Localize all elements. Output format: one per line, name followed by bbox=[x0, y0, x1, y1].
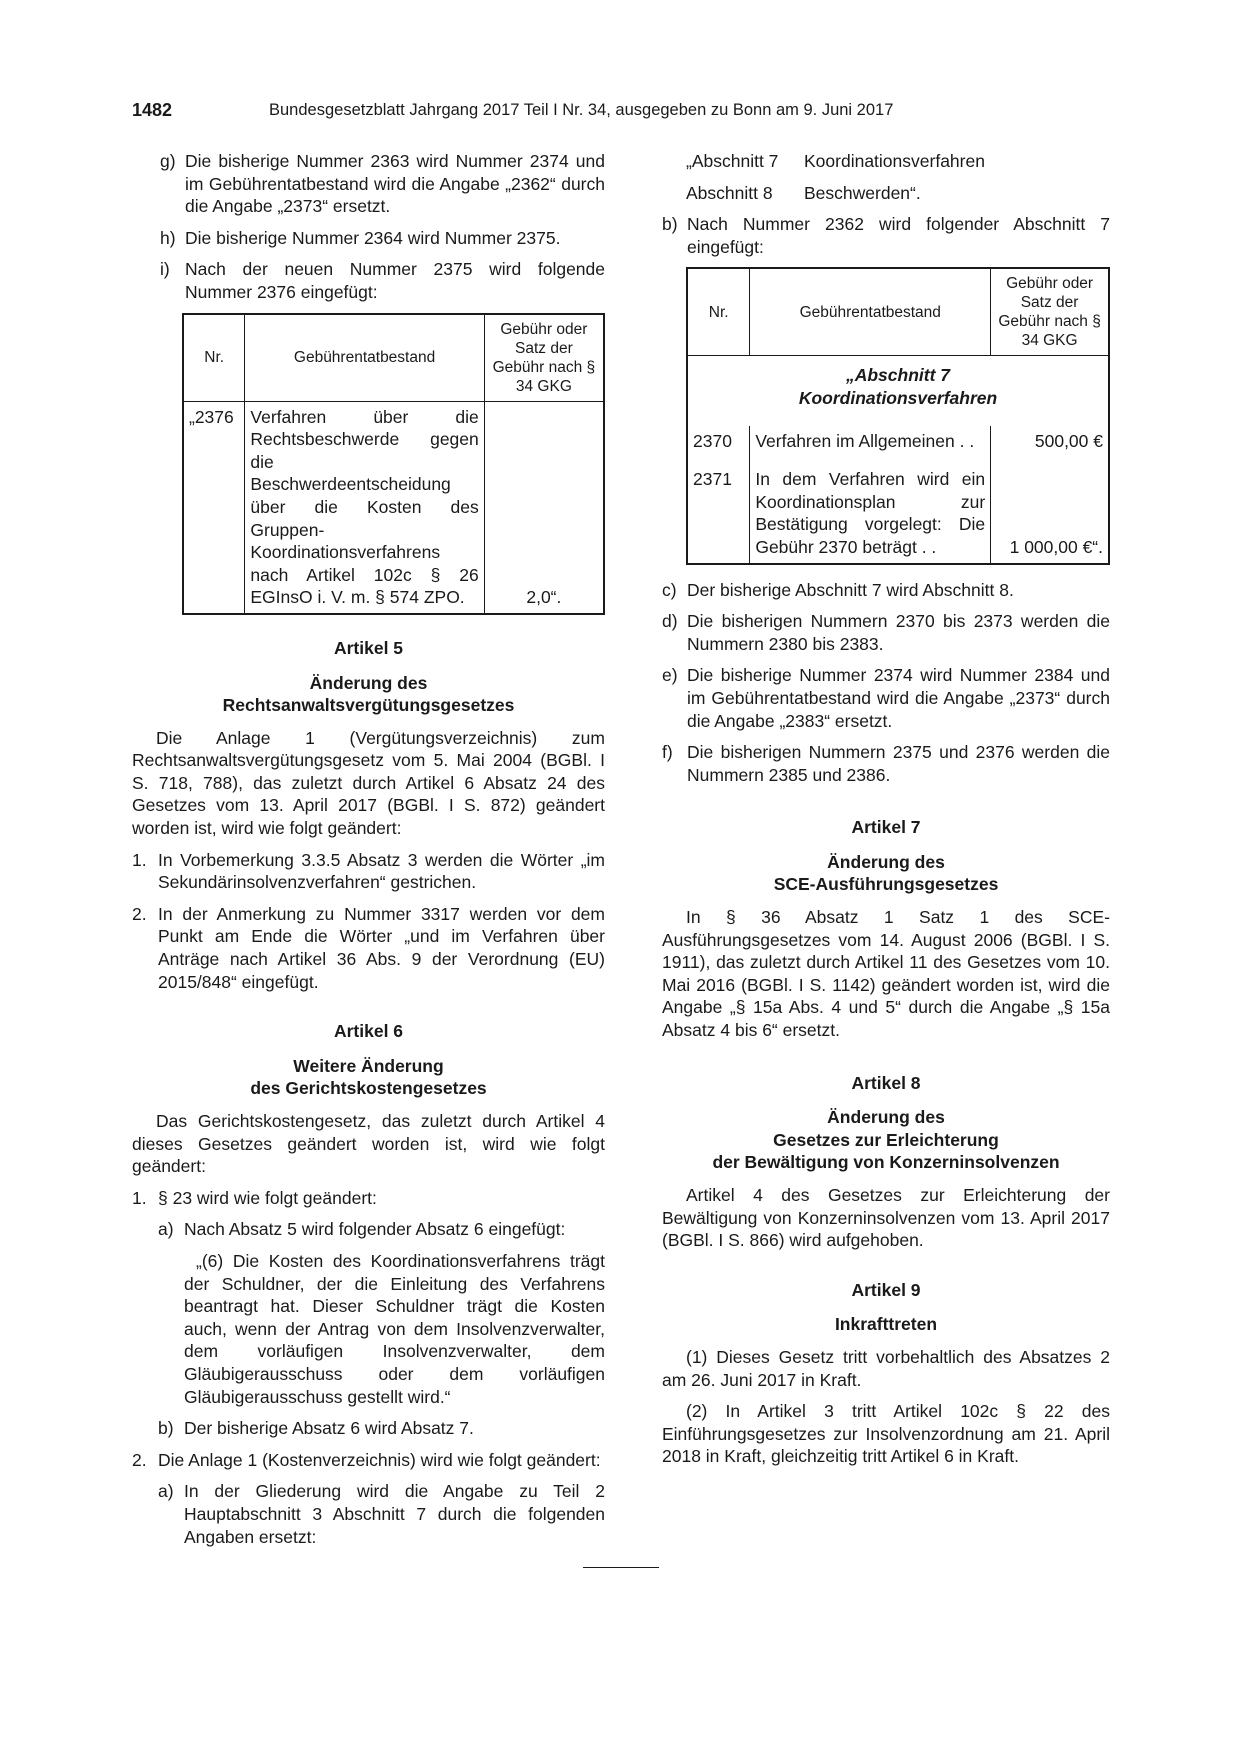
item-marker: 1. bbox=[132, 1187, 147, 1208]
list-item bbox=[160, 150, 605, 218]
item-marker: a) bbox=[158, 1219, 174, 1240]
item-marker: b) bbox=[158, 1418, 174, 1439]
section-label: „Abschnitt 7 bbox=[686, 151, 779, 171]
cell-gebuehr: 500,00 € bbox=[991, 426, 1109, 465]
article-title-line: SCE-Ausführungsgesetzes bbox=[773, 874, 999, 895]
article-7-number: Artikel 7 bbox=[851, 817, 921, 838]
list-item bbox=[158, 1417, 605, 1440]
cell-gebuehr: 2,0“. bbox=[484, 401, 604, 614]
list-item bbox=[160, 258, 605, 303]
item-marker: f) bbox=[662, 742, 673, 763]
item-text: In Vorbemerkung 3.3.5 Absatz 3 werden die Wörter „im Sekundärinsolvenzverfahren“ gestrichen. bbox=[158, 849, 605, 893]
article-9-number: Artikel 9 bbox=[851, 1279, 921, 1300]
article-9-paragraph-2: (2) In Artikel 3 tritt Artikel 102c § 22 des Einführungsgesetzes zur Insolvenzordnung am 21. April 2018 in Kraft, gleichzeitig tritt Artikel 6 in Kraft. bbox=[662, 1401, 1110, 1467]
table-section-row bbox=[687, 356, 1109, 426]
item-text: In der Anmerkung zu Nummer 3317 werden vor dem Punkt am Ende die Wörter „und im Verfahren über Anträge nach Artikel 36 Abs. 9 der Verordnung (EU) 2015/848“ eingefügt. bbox=[158, 903, 605, 992]
list-item bbox=[132, 1187, 605, 1210]
list-item bbox=[662, 579, 1110, 602]
article-title-line: der Bewältigung von Konzerninsolvenzen bbox=[712, 1152, 1060, 1173]
item-marker: i) bbox=[160, 259, 170, 280]
article-8-number: Artikel 8 bbox=[851, 1072, 921, 1093]
item-marker: 2. bbox=[132, 903, 147, 924]
section-name: Koordinationsverfahren bbox=[804, 151, 985, 171]
article-5-title bbox=[132, 672, 605, 717]
article-6-intro: Das Gerichtskostengesetz, das zuletzt durch Artikel 4 dieses Gesetzes geändert worden ist, wird wie folgt geändert: bbox=[132, 1111, 605, 1177]
list-item bbox=[132, 1449, 605, 1472]
item-text: Die bisherigen Nummern 2375 und 2376 werden die Nummern 2385 und 2386. bbox=[687, 742, 1110, 785]
inserted-paragraph-quote: „(6) Die Kosten des Koordinationsverfahrens trägt der Schuldner, der die Einleitung des Verfahrens beantragt hat. Dieser Schuldner trägt die Kosten auch, wenn der Antrag von dem Insolvenzverwalter, dem vorläufigen Insolvenzverwalter, dem Gläubigerausschuss oder dem vorläufigen Gläubigerausschuss gestellt wird.“ bbox=[184, 1250, 605, 1407]
right-column bbox=[662, 150, 1110, 1477]
item-text: Nach Absatz 5 wird folgender Absatz 6 eingefügt: bbox=[184, 1219, 566, 1240]
item-text: Die Anlage 1 (Kostenverzeichnis) wird wie folgt geändert: bbox=[158, 1449, 601, 1470]
fee-table-2376 bbox=[182, 313, 605, 615]
page-header bbox=[132, 100, 1107, 126]
article-7-text: In § 36 Absatz 1 Satz 1 des SCE-Ausführungsgesetzes vom 14. August 2006 (BGBl. I S. 1911), das zuletzt durch Artikel 11 des Gesetzes vom 10. Mai 2016 (BGBl. I S. 1142) geändert worden ist, wird die Angabe „§ 15a Abs. 4 und 5“ durch die Angabe „§ 15a Absatz 4 bis 6“ ersetzt. bbox=[662, 907, 1110, 1041]
item-marker: a) bbox=[158, 1481, 174, 1502]
article-8-text: Artikel 4 des Gesetzes zur Erleichterung der Bewältigung von Konzerninsolvenzen vom 13. April 2017 (BGBl. I S. 866) wird aufgehoben. bbox=[662, 1185, 1110, 1251]
table-row bbox=[183, 401, 604, 614]
table-header-nr: Nr. bbox=[687, 268, 750, 356]
article-title-line: des Gerichtskostengesetzes bbox=[250, 1078, 487, 1099]
item-marker: c) bbox=[662, 579, 677, 600]
article-9-title: Inkrafttreten bbox=[834, 1314, 938, 1335]
item-text: Die bisherige Nummer 2363 wird Nummer 2374 und im Gebührentatbestand wird die Angabe „2362“ durch die Angabe „2373“ ersetzt. bbox=[185, 151, 605, 217]
item-marker: 1. bbox=[132, 849, 147, 870]
item-text: In der Gliederung wird die Angabe zu Teil 2 Hauptabschnitt 3 Abschnitt 7 durch die folgenden Angaben ersetzt: bbox=[184, 1481, 605, 1547]
list-item bbox=[662, 664, 1110, 732]
cell-tatbestand: Verfahren über die Rechtsbeschwerde gegen die Beschwerdeentscheidung über die Kosten des Gruppen-Koordinationsverfahrens nach Artikel 102c § 26 EGInsO i. V. m. § 574 ZPO. bbox=[245, 401, 484, 614]
list-item bbox=[158, 1218, 605, 1241]
section-label: Abschnitt 8 bbox=[686, 182, 773, 203]
table-header-gebuehr: Gebühr oder Satz der Gebühr nach § 34 GKG bbox=[991, 268, 1109, 356]
table-header-nr: Nr. bbox=[183, 314, 245, 402]
cell-gebuehr: 1 000,00 €“. bbox=[991, 464, 1109, 563]
section-entry bbox=[686, 150, 1110, 173]
article-9-paragraph-1: (1) Dieses Gesetz tritt vorbehaltlich des Absatzes 2 am 26. Juni 2017 in Kraft. bbox=[662, 1346, 1110, 1390]
cell-tatbestand: In dem Verfahren wird ein Koordinationsplan zur Bestätigung vorgelegt: Die Gebühr 2370 beträgt . . bbox=[750, 464, 991, 563]
item-marker: e) bbox=[662, 665, 678, 686]
section-heading-line: Koordinationsverfahren bbox=[798, 387, 998, 408]
list-item bbox=[662, 610, 1110, 655]
table-header-tatbestand: Gebührentatbestand bbox=[245, 314, 484, 402]
list-item bbox=[662, 213, 1110, 258]
article-title-line: Rechtsanwaltsvergütungsgesetzes bbox=[222, 695, 515, 716]
article-title-line: Änderung des bbox=[309, 672, 428, 693]
item-text: § 23 wird wie folgt geändert: bbox=[158, 1187, 377, 1208]
article-title-line: Gesetzes zur Erleichterung bbox=[773, 1129, 999, 1150]
cell-nr: 2371 bbox=[687, 464, 750, 563]
article-title-line: Änderung des bbox=[827, 851, 945, 872]
section-entry bbox=[686, 182, 1110, 205]
left-column bbox=[132, 150, 605, 1557]
item-marker: 2. bbox=[132, 1449, 147, 1470]
table-header-gebuehr: Gebühr oder Satz der Gebühr nach § 34 GKG bbox=[484, 314, 604, 402]
section-heading-line: „Abschnitt 7 bbox=[845, 365, 951, 386]
article-title-line: Änderung des bbox=[827, 1107, 945, 1128]
item-text: Der bisherige Absatz 6 wird Absatz 7. bbox=[184, 1418, 474, 1439]
item-marker: g) bbox=[160, 151, 176, 171]
article-6-number: Artikel 6 bbox=[333, 1021, 404, 1042]
item-text: Der bisherige Abschnitt 7 wird Abschnitt 8. bbox=[687, 579, 1014, 600]
list-item bbox=[132, 903, 605, 993]
list-item bbox=[132, 849, 605, 894]
table-row bbox=[687, 426, 1109, 465]
item-text: Nach Nummer 2362 wird folgender Abschnitt 7 eingefügt: bbox=[687, 214, 1110, 257]
page-number: 1482 bbox=[132, 100, 173, 120]
item-text: Die bisherigen Nummern 2370 bis 2373 werden die Nummern 2380 bis 2383. bbox=[687, 611, 1110, 654]
cell-nr: „2376 bbox=[183, 401, 245, 614]
item-marker: h) bbox=[160, 227, 176, 248]
article-7-title bbox=[662, 851, 1110, 896]
article-8-title bbox=[662, 1106, 1110, 1174]
table-header-tatbestand: Gebührentatbestand bbox=[750, 268, 991, 356]
item-text: Die bisherige Nummer 2374 wird Nummer 2384 und im Gebührentatbestand wird die Angabe „2373“ durch die Angabe „2383“ ersetzt. bbox=[687, 665, 1110, 731]
list-item bbox=[158, 1480, 605, 1548]
article-6-title bbox=[132, 1055, 605, 1100]
item-text: Nach der neuen Nummer 2375 wird folgende Nummer 2376 eingefügt: bbox=[185, 259, 605, 302]
fee-table-abschnitt-7 bbox=[686, 267, 1110, 564]
footer-divider bbox=[583, 1567, 659, 1568]
cell-nr: 2370 bbox=[687, 426, 750, 465]
item-marker: d) bbox=[662, 611, 678, 632]
item-marker: b) bbox=[662, 214, 678, 235]
section-name: Beschwerden“. bbox=[804, 182, 921, 203]
list-item bbox=[662, 741, 1110, 786]
list-item bbox=[160, 227, 605, 250]
running-title: Bundesgesetzblatt Jahrgang 2017 Teil I Nr. 34, ausgegeben zu Bonn am 9. Juni 2017 bbox=[269, 101, 894, 119]
table-row bbox=[687, 464, 1109, 563]
article-5-number: Artikel 5 bbox=[333, 637, 404, 658]
section-list bbox=[686, 150, 1110, 204]
cell-tatbestand: Verfahren im Allgemeinen . . bbox=[750, 426, 991, 465]
article-title-line: Weitere Änderung bbox=[293, 1055, 444, 1076]
article-5-intro: Die Anlage 1 (Vergütungsverzeichnis) zum Rechtsanwaltsvergütungsgesetz vom 5. Mai 2004 (BGBl. I S. 718, 788), das zuletzt durch Artikel 6 Absatz 24 des Gesetzes vom 13. April 2017 (BGBl. I S. 872) geändert worden ist, wird wie folgt geändert: bbox=[132, 727, 605, 839]
section-heading-cell bbox=[687, 356, 1109, 426]
item-text: Die bisherige Nummer 2364 wird Nummer 2375. bbox=[185, 227, 561, 248]
